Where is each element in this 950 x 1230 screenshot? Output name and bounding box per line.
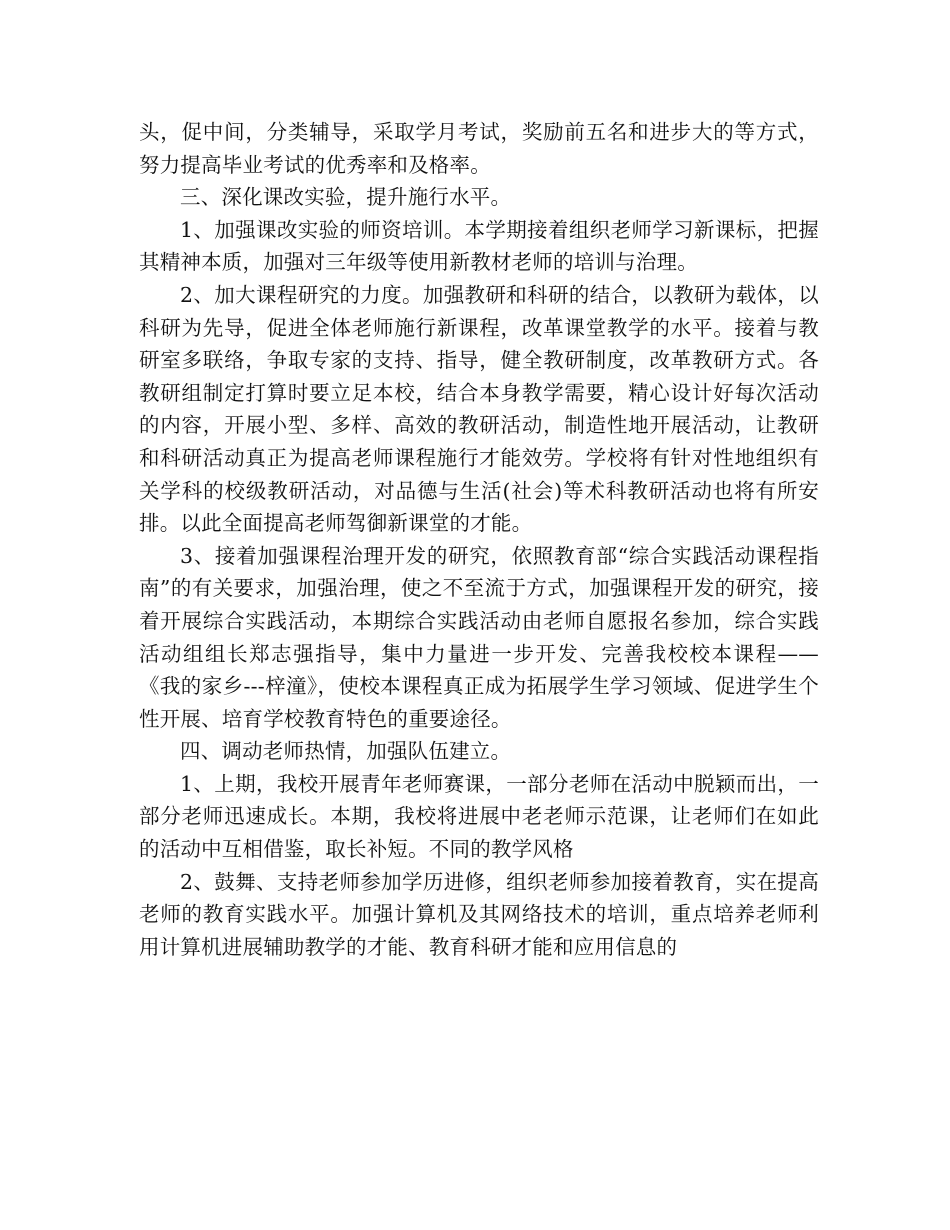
paragraph-continuation: 头，促中间，分类辅导，采取学月考试，奖励前五名和进步大的等方式，努力提高毕业考试的优秀率和及格率。 [139, 120, 819, 177]
paragraph-course-research: 2、加大课程研究的力度。加强教研和科研的结合，以教研为载体，以科研为先导，促进全体老师施行新课程，改革课堂教学的水平。接着与教研室多联络，争取专家的支持、指导，健全教研制度，改革教研方式。各教研组制定打算时要立足本校，结合本身教学需要，精心设计好每次活动的内容，开展小型、多样、高效的教研活动，制造性地开展活动，让教研和科研活动真正为提高老师课程施行才能效劳。学校将有针对性地组织有关学科的校级教研活动，对品德与生活(社会)等术科教研活动也将有所安排。以此全面提高老师驾御新课堂的才能。 [139, 282, 819, 536]
section-heading-teacher-team: 四、调动老师热情，加强队伍建立。 [180, 739, 512, 764]
paragraph-course-management: 3、接着加强课程治理开发的研究，依照教育部“综合实践活动课程指南”的有关要求，加强治理，使之不至流于方式，加强课程开发的研究，接着开展综合实践活动，本期综合实践活动由老师自愿报名参加，综合实践活动组组长郑志强指导，集中力量进一步开发、完善我校校本课程——《我的家乡---梓潼》，使校本课程真正成为拓展学生学习领域、促进学生个性开展、培育学校教育特色的重要途径。 [139, 543, 819, 731]
paragraph-continuing-education: 2、鼓舞、支持老师参加学历进修，组织老师参加接着教育，实在提高老师的教育实践水平。加强计算机及其网络技术的培训，重点培养老师利用计算机进展辅助教学的才能、教育科研才能和应用信息的 [139, 869, 819, 959]
paragraph-teacher-training: 1、加强课改实验的师资培训。本学期接着组织老师学习新课标，把握其精神本质，加强对三年级等使用新教材老师的培训与治理。 [139, 217, 819, 275]
paragraph-demo-lessons: 1、上期，我校开展青年老师赛课，一部分老师在活动中脱颖而出，一部分老师迅速成长。本期，我校将进展中老老师示范课，让老师们在如此的活动中互相借鉴，取长补短。不同的教学风格 [139, 771, 819, 862]
section-heading-curriculum-reform: 三、深化课改实验，提升施行水平。 [180, 185, 512, 210]
document-body [139, 116, 819, 963]
